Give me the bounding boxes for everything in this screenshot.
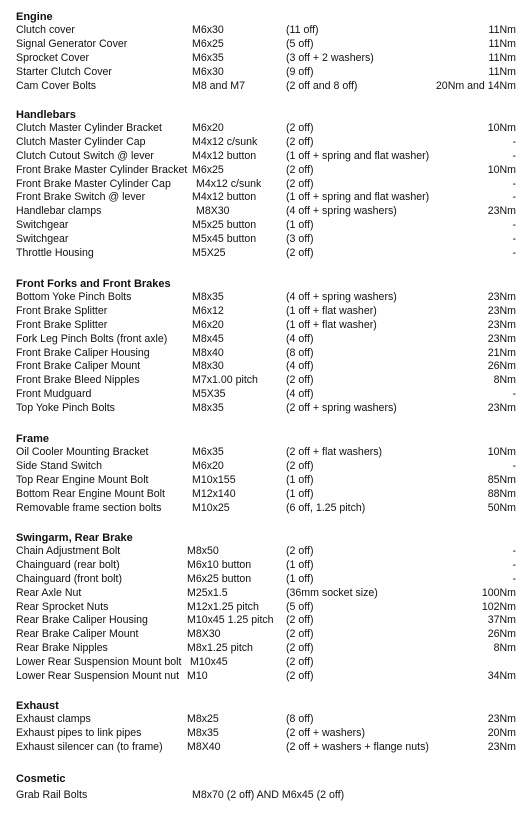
spec-row bbox=[16, 233, 516, 247]
bolt-size: M6x20 bbox=[192, 122, 224, 134]
part-name: Removable frame section bolts bbox=[16, 501, 162, 514]
torque-value: 11Nm bbox=[488, 65, 516, 78]
part-name: Rear Brake Caliper Mount bbox=[16, 628, 139, 641]
bolt-size: M8x45 bbox=[192, 332, 224, 345]
torque-value: - bbox=[512, 545, 516, 557]
spec-row bbox=[16, 191, 516, 205]
quantity-note: (2 off + washers) bbox=[286, 726, 365, 739]
torque-value: 23Nm bbox=[487, 332, 516, 345]
torque-value: - bbox=[512, 572, 516, 585]
spec-row bbox=[16, 136, 516, 150]
spec-row bbox=[16, 559, 516, 573]
spec-row bbox=[16, 460, 516, 474]
torque-value: - bbox=[512, 149, 516, 162]
torque-value: 100Nm bbox=[481, 586, 516, 599]
part-name: Bottom Rear Engine Mount Bolt bbox=[16, 487, 165, 500]
quantity-note: (2 off) bbox=[286, 122, 314, 134]
section-title: Engine bbox=[16, 11, 53, 23]
section-cosmetic bbox=[16, 772, 516, 803]
spec-row bbox=[16, 219, 516, 233]
bolt-size: M6x10 button bbox=[187, 558, 252, 571]
spec-row bbox=[16, 360, 516, 374]
torque-value: - bbox=[512, 388, 516, 401]
quantity-note: (1 off) bbox=[286, 473, 314, 486]
bolt-size: M6x30 bbox=[192, 65, 224, 78]
spec-row bbox=[16, 474, 516, 488]
part-name: Clutch Master Cylinder Cap bbox=[16, 135, 146, 148]
torque-value: - bbox=[512, 135, 516, 148]
spec-row bbox=[16, 741, 516, 755]
bolt-size: M5X35 bbox=[192, 388, 226, 401]
bolt-size: M8X30 bbox=[187, 628, 221, 641]
spec-row bbox=[16, 727, 516, 741]
spec-row bbox=[16, 38, 516, 52]
quantity-note: (3 off) bbox=[286, 233, 314, 246]
quantity-note: (4 off + spring washers) bbox=[286, 291, 397, 303]
torque-value: 85Nm bbox=[487, 473, 516, 486]
quantity-note: (8 off) bbox=[286, 346, 314, 359]
bolt-size: M12x1.25 pitch bbox=[187, 600, 259, 613]
quantity-note: (3 off + 2 washers) bbox=[286, 51, 374, 64]
spec-row bbox=[16, 545, 516, 559]
quantity-note: (2 off) bbox=[286, 628, 314, 641]
part-name: Rear Brake Nipples bbox=[16, 642, 108, 655]
spec-row bbox=[16, 614, 516, 628]
bolt-size: M8x35 bbox=[192, 291, 224, 303]
bolt-size: M6x35 bbox=[192, 51, 224, 64]
torque-value: - bbox=[512, 233, 516, 246]
quantity-note: (1 off + spring and flat washer) bbox=[286, 191, 430, 204]
spec-row bbox=[16, 66, 516, 80]
quantity-note: (2 off) bbox=[286, 177, 314, 190]
torque-value: - bbox=[512, 219, 516, 232]
bolt-size: M8x35 bbox=[192, 402, 224, 415]
quantity-note: (36mm socket size) bbox=[286, 586, 378, 599]
part-name: Front Brake Caliper Mount bbox=[16, 360, 141, 373]
torque-value: 11Nm bbox=[488, 37, 516, 50]
part-name: Switchgear bbox=[16, 219, 69, 232]
bolt-size: M6x30 bbox=[192, 24, 224, 36]
torque-value: 23Nm bbox=[487, 291, 516, 303]
torque-value: 23Nm bbox=[487, 713, 516, 725]
section-handlebars bbox=[16, 108, 516, 261]
torque-value: 21Nm bbox=[487, 346, 516, 359]
part-name: Top Rear Engine Mount Bolt bbox=[16, 473, 149, 486]
torque-value: 20Nm bbox=[487, 726, 516, 739]
bolt-size: M8x25 bbox=[187, 713, 219, 725]
bolt-size: M6x12 bbox=[192, 304, 224, 317]
quantity-note: (2 off) bbox=[286, 459, 314, 472]
part-name: Exhaust silencer can (to frame) bbox=[16, 740, 163, 753]
quantity-note: (2 off and 8 off) bbox=[286, 79, 358, 92]
section-title: Handlebars bbox=[16, 109, 76, 121]
spec-row bbox=[16, 502, 516, 516]
bolt-size: M4x12 button bbox=[192, 191, 257, 204]
torque-value: - bbox=[512, 247, 516, 260]
torque-value: 37Nm bbox=[487, 614, 516, 627]
part-name: Front Brake Bleed Nipples bbox=[16, 374, 140, 387]
quantity-note: (4 off + spring washers) bbox=[286, 205, 397, 218]
bolt-size: M6x20 bbox=[192, 459, 224, 472]
bolt-size: M5x25 button bbox=[192, 219, 257, 232]
quantity-note: (1 off) bbox=[286, 487, 314, 500]
quantity-note: (1 off + spring and flat washer) bbox=[286, 149, 430, 162]
spec-row bbox=[16, 656, 516, 670]
spec-row bbox=[16, 333, 516, 347]
quantity-note: (4 off) bbox=[286, 360, 314, 373]
torque-value: 8Nm bbox=[493, 642, 516, 655]
bolt-size: M8X40 bbox=[187, 740, 221, 753]
spec-row bbox=[16, 80, 516, 94]
spec-row bbox=[16, 247, 516, 261]
spec-row bbox=[16, 178, 516, 192]
quantity-note: (6 off, 1.25 pitch) bbox=[286, 501, 366, 514]
part-name: Sprocket Cover bbox=[16, 51, 90, 64]
part-name: Rear Brake Caliper Housing bbox=[16, 614, 148, 627]
part-name: Chain Adjustment Bolt bbox=[16, 545, 121, 557]
part-name: Chainguard (front bolt) bbox=[16, 572, 122, 585]
torque-value: 11Nm bbox=[488, 51, 516, 64]
spec-row bbox=[16, 573, 516, 587]
quantity-note: (2 off + flat washers) bbox=[286, 446, 383, 458]
quantity-note: (1 off + flat washer) bbox=[286, 304, 377, 317]
section-title: Front Forks and Front Brakes bbox=[16, 278, 171, 290]
section-engine bbox=[16, 10, 516, 93]
part-name: Rear Axle Nut bbox=[16, 586, 82, 599]
quantity-note: (2 off) bbox=[286, 642, 314, 655]
part-name: Rear Sprocket Nuts bbox=[16, 600, 109, 613]
part-name: Front Brake Caliper Housing bbox=[16, 346, 150, 359]
torque-value: - bbox=[512, 459, 516, 472]
torque-value: 88Nm bbox=[487, 487, 516, 500]
part-name: Bottom Yoke Pinch Bolts bbox=[16, 291, 132, 303]
spec-row bbox=[16, 24, 516, 38]
quantity-note: (2 off) bbox=[286, 247, 314, 260]
part-name: Clutch Master Cylinder Bracket bbox=[16, 122, 163, 134]
bolt-size: M6x20 bbox=[192, 318, 224, 331]
bolt-detail: M8x70 (2 off) AND M6x45 (2 off) bbox=[192, 789, 345, 801]
part-name: Switchgear bbox=[16, 233, 69, 246]
part-name: Front Brake Master Cylinder Bracket bbox=[16, 163, 188, 176]
spec-row bbox=[16, 347, 516, 361]
spec-row bbox=[16, 122, 516, 136]
spec-row bbox=[16, 488, 516, 502]
part-name: Exhaust clamps bbox=[16, 713, 91, 725]
section-exhaust bbox=[16, 699, 516, 755]
part-name: Clutch Cutout Switch @ lever bbox=[16, 149, 154, 162]
torque-value: 26Nm bbox=[487, 360, 516, 373]
bolt-size: M4x12 button bbox=[192, 149, 257, 162]
quantity-note: (2 off + washers + flange nuts) bbox=[286, 740, 429, 753]
quantity-note: (2 off) bbox=[286, 545, 314, 557]
torque-value: 8Nm bbox=[493, 374, 516, 387]
quantity-note: (1 off) bbox=[286, 572, 314, 585]
section-frame bbox=[16, 432, 516, 515]
torque-value: 23Nm bbox=[487, 740, 516, 753]
torque-value: 102Nm bbox=[481, 600, 516, 613]
part-name: Starter Clutch Cover bbox=[16, 65, 112, 78]
quantity-note: (5 off) bbox=[286, 600, 314, 613]
spec-row bbox=[16, 388, 516, 402]
spec-row bbox=[16, 670, 516, 684]
bolt-size: M6x35 bbox=[192, 446, 224, 458]
bolt-size: M7x1.00 pitch bbox=[192, 374, 258, 387]
bolt-size: M8x40 bbox=[192, 346, 224, 359]
spec-row bbox=[16, 601, 516, 615]
quantity-note: (1 off + flat washer) bbox=[286, 318, 377, 331]
quantity-note: (2 off) bbox=[286, 656, 314, 669]
quantity-note: (2 off) bbox=[286, 670, 314, 683]
bolt-size: M8x1.25 pitch bbox=[187, 642, 253, 655]
torque-value: 23Nm bbox=[487, 318, 516, 331]
part-name: Lower Rear Suspension Mount bolt bbox=[16, 656, 182, 669]
part-name: Front Brake Master Cylinder Cap bbox=[16, 177, 171, 190]
spec-row bbox=[16, 713, 516, 727]
part-name: Signal Generator Cover bbox=[16, 37, 128, 50]
bolt-size: M8x30 bbox=[192, 360, 224, 373]
spec-row bbox=[16, 205, 516, 219]
part-name: Grab Rail Bolts bbox=[16, 789, 88, 801]
torque-value: 10Nm bbox=[487, 446, 516, 458]
bolt-size: M10x45 1.25 pitch bbox=[187, 614, 274, 627]
quantity-note: (5 off) bbox=[286, 37, 314, 50]
spec-row bbox=[16, 789, 516, 803]
spec-row bbox=[16, 374, 516, 388]
spec-row bbox=[16, 164, 516, 178]
bolt-size: M6x25 button bbox=[187, 572, 252, 585]
spec-row bbox=[16, 587, 516, 601]
spec-row bbox=[16, 305, 516, 319]
section-swingarm bbox=[16, 531, 516, 684]
torque-value: - bbox=[512, 558, 516, 571]
bolt-size: M8x35 bbox=[187, 726, 219, 739]
part-name: Lower Rear Suspension Mount nut bbox=[16, 670, 180, 683]
bolt-size: M25x1.5 bbox=[187, 586, 228, 599]
section-title: Exhaust bbox=[16, 700, 59, 712]
bolt-size: M5x45 button bbox=[192, 233, 257, 246]
quantity-note: (4 off) bbox=[286, 332, 314, 345]
quantity-note: (2 off) bbox=[286, 614, 314, 627]
quantity-note: (8 off) bbox=[286, 713, 314, 725]
spec-row bbox=[16, 446, 516, 460]
quantity-note: (2 off) bbox=[286, 163, 314, 176]
part-name: Front Brake Splitter bbox=[16, 304, 108, 317]
torque-value: - bbox=[512, 191, 516, 204]
quantity-note: (2 off) bbox=[286, 374, 314, 387]
bolt-size: M10x45 bbox=[190, 656, 228, 669]
torque-value: 34Nm bbox=[487, 670, 516, 683]
part-name: Front Mudguard bbox=[16, 388, 92, 401]
quantity-note: (11 off) bbox=[286, 24, 319, 36]
torque-value: 50Nm bbox=[487, 501, 516, 514]
bolt-size: M10 bbox=[187, 670, 208, 683]
part-name: Side Stand Switch bbox=[16, 459, 102, 472]
torque-value: 23Nm bbox=[487, 205, 516, 218]
part-name: Front Brake Switch @ lever bbox=[16, 191, 146, 204]
part-name: Handlebar clamps bbox=[16, 205, 102, 218]
bolt-size: M6x25 bbox=[192, 37, 224, 50]
section-front-forks bbox=[16, 277, 516, 416]
bolt-size: M4x12 c/sunk bbox=[196, 177, 262, 190]
bolt-size: M8 and M7 bbox=[192, 79, 245, 92]
spec-row bbox=[16, 628, 516, 642]
part-name: Throttle Housing bbox=[16, 247, 94, 260]
spec-row bbox=[16, 150, 516, 164]
torque-value: - bbox=[512, 177, 516, 190]
torque-value: 26Nm bbox=[487, 628, 516, 641]
section-title: Frame bbox=[16, 433, 50, 445]
quantity-note: (2 off + spring washers) bbox=[286, 402, 397, 415]
part-name: Chainguard (rear bolt) bbox=[16, 558, 120, 571]
quantity-note: (1 off) bbox=[286, 219, 314, 232]
quantity-note: (9 off) bbox=[286, 65, 314, 78]
part-name: Fork Leg Pinch Bolts (front axle) bbox=[16, 332, 168, 345]
part-name: Exhaust pipes to link pipes bbox=[16, 726, 142, 739]
spec-row bbox=[16, 402, 516, 416]
part-name: Front Brake Splitter bbox=[16, 318, 108, 331]
part-name: Clutch cover bbox=[16, 24, 75, 36]
torque-value: 23Nm bbox=[487, 304, 516, 317]
quantity-note: (1 off) bbox=[286, 558, 314, 571]
section-title: Cosmetic bbox=[16, 773, 66, 785]
torque-value: 10Nm bbox=[487, 122, 516, 134]
quantity-note: (2 off) bbox=[286, 135, 314, 148]
bolt-size: M5X25 bbox=[192, 247, 226, 260]
bolt-size: M10x25 bbox=[192, 501, 230, 514]
bolt-size: M12x140 bbox=[192, 487, 236, 500]
bolt-size: M6x25 bbox=[192, 163, 224, 176]
spec-row bbox=[16, 52, 516, 66]
bolt-size: M8x50 bbox=[187, 545, 219, 557]
torque-value: 23Nm bbox=[487, 402, 516, 415]
torque-value: 10Nm bbox=[487, 163, 516, 176]
spec-row bbox=[16, 319, 516, 333]
spec-row bbox=[16, 642, 516, 656]
bolt-size: M10x155 bbox=[192, 473, 236, 486]
bolt-size: M4x12 c/sunk bbox=[192, 135, 258, 148]
section-title: Swingarm, Rear Brake bbox=[16, 532, 133, 544]
quantity-note: (4 off) bbox=[286, 388, 314, 401]
part-name: Oil Cooler Mounting Bracket bbox=[16, 446, 149, 458]
bolt-size: M8X30 bbox=[196, 205, 230, 218]
spec-row bbox=[16, 291, 516, 305]
torque-value: 20Nm and 14Nm bbox=[435, 79, 516, 92]
torque-value: 11Nm bbox=[488, 24, 516, 36]
part-name: Cam Cover Bolts bbox=[16, 79, 97, 92]
part-name: Top Yoke Pinch Bolts bbox=[16, 402, 115, 415]
